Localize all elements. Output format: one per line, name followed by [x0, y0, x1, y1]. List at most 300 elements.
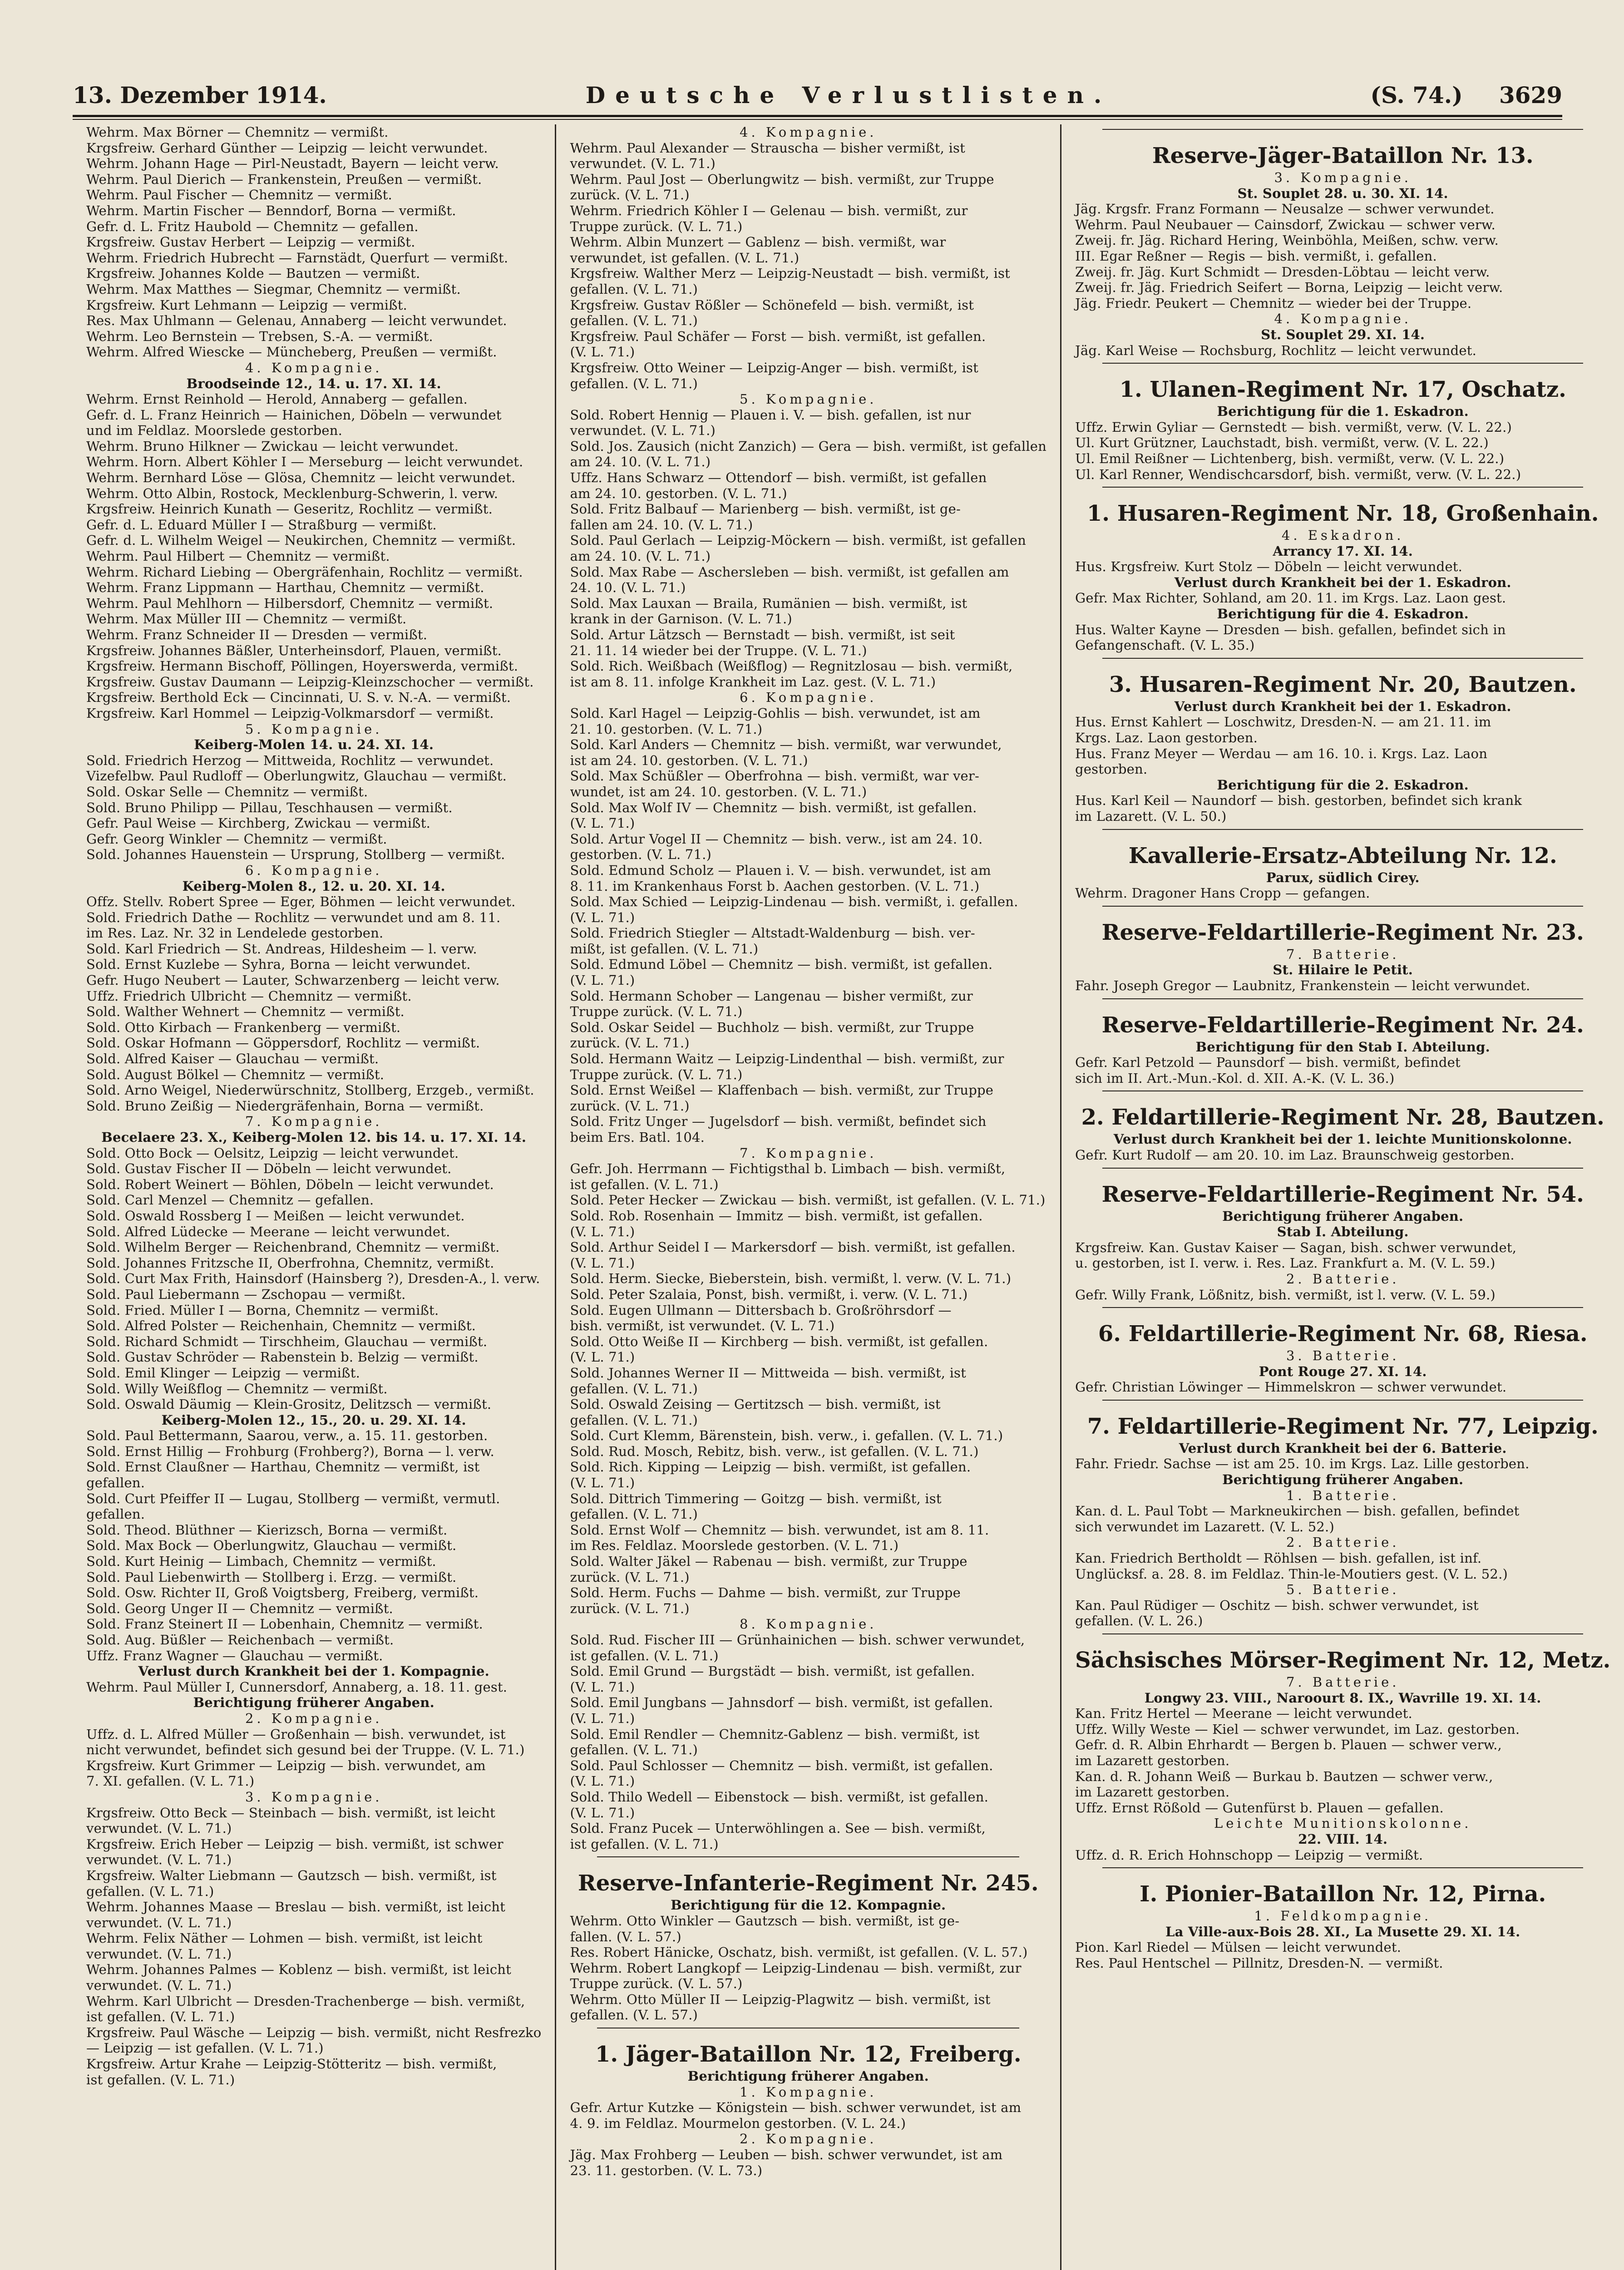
casualty-entry: ist gefallen. (V. L. 71.) — [86, 2009, 235, 2025]
casualty-entry: Sold. Richard Schmidt — Tirschheim, Glauchau — vermißt. — [86, 1333, 488, 1349]
casualty-entry: Krgsfreiw. Gerhard Günther — Leipzig — leicht verwundet. — [86, 140, 488, 156]
casualty-entry: sich im II. Art.-Mun.-Kol. d. XII. A.-K. (V. L. 36.) — [1075, 1070, 1395, 1086]
casualty-entry: zurück. (V. L. 71.) — [570, 1569, 690, 1585]
casualty-entry: Truppe zurück. (V. L. 71.) — [570, 1004, 743, 1020]
unit-subheading: 8. Kompagnie. — [740, 1616, 877, 1632]
casualty-entry: Krgsfreiw. Gustav Daumann — Leipzig-Kleinzschocher — vermißt. — [86, 674, 534, 690]
casualty-entry: Gefr. Joh. Herrmann — Fichtigsthal b. Limbach — bish. vermißt, — [570, 1161, 1006, 1177]
casualty-entry: Krgsfreiw. Paul Wäsche — Leipzig — bish. vermißt, nicht Resfrezko — [86, 2024, 542, 2040]
casualty-entry: Sold. Herm. Fuchs — Dahme — bish. vermißt, zur Truppe — [570, 1585, 961, 1601]
header-rule — [73, 119, 1562, 120]
notice-heading: Berichtigung für die 1. Eskadron. — [1217, 404, 1469, 419]
section-rule — [1102, 487, 1583, 488]
casualty-entry: gefallen. (V. L. 71.) — [570, 1381, 698, 1397]
casualty-entry: Wehrm. Bruno Hilkner — Zwickau — leicht verwundet. — [86, 438, 459, 454]
casualty-entry: Sold. Bruno Philipp — Pillau, Teschhausen — vermißt. — [86, 799, 453, 815]
casualty-entry: gefallen. (V. L. 71.) — [570, 1506, 698, 1522]
casualty-entry: Uffz. Hans Schwarz — Ottendorf — bish. vermißt, ist gefallen — [570, 470, 987, 486]
casualty-entry: Truppe zurück. (V. L. 57.) — [570, 1976, 743, 1992]
casualty-entry: Sold. Max Lauxan — Braila, Rumänien — bish. vermißt, ist — [570, 595, 967, 611]
casualty-entry: Sold. Ernst Wolf — Chemnitz — bish. verwundet, ist am 8. 11. — [570, 1522, 989, 1538]
casualty-entry: Sold. Oswald Zeising — Gertitzsch — bish. vermißt, ist — [570, 1397, 941, 1412]
notice-heading: Berichtigung früherer Angaben. — [1222, 1472, 1464, 1488]
casualty-entry: (V. L. 71.) — [570, 1475, 635, 1491]
casualty-entry: Gefr. Hugo Neubert — Lauter, Schwarzenberg — leicht verw. — [86, 972, 500, 988]
unit-subheading: 4. Kompagnie. — [740, 124, 877, 140]
issue-date: 13. Dezember 1914. — [73, 82, 327, 109]
casualty-entry: Krgsfreiw. Artur Krahe — Leipzig-Stötteritz — bish. vermißt, — [86, 2056, 497, 2072]
casualty-entry: (V. L. 71.) — [570, 815, 635, 831]
place-date-heading: Arrancy 17. XI. 14. — [1273, 543, 1413, 559]
casualty-entry: im Lazarett. (V. L. 50.) — [1075, 809, 1227, 824]
notice-heading: Berichtigung für die 2. Eskadron. — [1217, 777, 1469, 793]
casualty-entry: gefallen. (V. L. 71.) — [570, 1742, 698, 1758]
column-right — [1060, 124, 1624, 2270]
casualty-entry: Kan. d. R. Johann Weiß — Burkau b. Bautzen — schwer verw., — [1075, 1768, 1493, 1784]
casualty-entry: Truppe zurück. (V. L. 71.) — [570, 218, 743, 234]
casualty-entry: Sold. Oswald Däumig — Klein-Grositz, Delitzsch — vermißt. — [86, 1397, 492, 1412]
casualty-entry: Sold. Dittrich Timmering — Goitzg — bish. vermißt, ist — [570, 1490, 942, 1506]
casualty-entry: Krgsfreiw. Gustav Herbert — Leipzig — vermißt. — [86, 234, 415, 250]
publication-title: Deutsche Verlustlisten. — [585, 82, 1112, 109]
casualty-entry: Wehrm. Otto Albin, Rostock, Mecklenburg-Schwerin, l. verw. — [86, 485, 499, 501]
regiment-heading: Reserve-Jäger-Bataillon Nr. 13. — [1152, 143, 1534, 168]
casualty-entry: verwundet. (V. L. 71.) — [86, 1978, 232, 1994]
casualty-entry: Sold. Kurt Heinig — Limbach, Chemnitz — vermißt. — [86, 1554, 436, 1569]
casualty-entry: Sold. Aug. Büßler — Reichenbach — vermißt. — [86, 1632, 394, 1648]
casualty-entry: Krgsfreiw. Karl Hommel — Leipzig-Volkmarsdorf — vermißt. — [86, 705, 494, 721]
casualty-entry: Sold. Karl Hagel — Leipzig-Gohlis — bish. verwundet, ist am — [570, 705, 981, 721]
casualty-entry: Sold. Max Schüßler — Oberfrohna — bish. vermißt, war ver- — [570, 768, 979, 784]
place-date-heading: Keiberg-Molen 8., 12. u. 20. XI. 14. — [182, 878, 445, 894]
regiment-heading: Sächsisches Mörser-Regiment Nr. 12, Metz. — [1075, 1648, 1611, 1673]
casualty-entry: Wehrm. Paul Müller I, Cunnersdorf, Annaberg, a. 18. 11. gest. — [86, 1679, 508, 1695]
casualty-entry: u. gestorben, ist I. verw. i. Res. Laz. Frankfurt a. M. (V. L. 59.) — [1075, 1255, 1496, 1271]
unit-subheading: 7. Kompagnie. — [740, 1145, 877, 1161]
casualty-entry: Kan. Fritz Hertel — Meerane — leicht verwundet. — [1075, 1706, 1412, 1722]
casualty-entry: Hus. Karl Keil — Naundorf — bish. gestorben, befindet sich krank — [1075, 793, 1522, 809]
unit-subheading: 4. Kompagnie. — [1274, 311, 1412, 327]
casualty-entry: (V. L. 71.) — [570, 1773, 635, 1789]
casualty-entry: 24. 10. (V. L. 71.) — [570, 580, 686, 596]
casualty-entry: Sold. Alfred Kaiser — Glauchau — vermißt. — [86, 1051, 379, 1067]
unit-subheading: 5. Kompagnie. — [245, 721, 383, 737]
notice-heading: Berichtigung für die 4. Eskadron. — [1217, 606, 1469, 622]
casualty-entry: Gefr. d. L. Wilhelm Weigel — Neukirchen, Chemnitz — vermißt. — [86, 533, 516, 548]
casualty-entry: Sold. Herm. Siecke, Bieberstein, bish. vermißt, l. verw. (V. L. 71.) — [570, 1271, 1012, 1287]
casualty-entry: wundet, ist am 24. 10. gestorben. (V. L. 71.) — [570, 784, 867, 799]
casualty-entry: Sold. Friedrich Dathe — Rochlitz — verwundet und am 8. 11. — [86, 909, 501, 925]
casualty-entry: beim Ers. Batl. 104. — [570, 1130, 705, 1145]
casualty-entry: Uffz. Friedrich Ulbricht — Chemnitz — vermißt. — [86, 988, 412, 1004]
casualty-entry: Sold. Ernst Weißel — Klaffenbach — bish. vermißt, zur Truppe — [570, 1082, 994, 1098]
section-rule — [1102, 363, 1583, 364]
casualty-entry: Sold. Johannes Hauenstein — Ursprung, Stollberg — vermißt. — [86, 847, 505, 863]
casualty-entry: Sold. Emil Grund — Burgstädt — bish. vermißt, ist gefallen. — [570, 1663, 975, 1679]
section-rule — [1102, 1633, 1583, 1634]
casualty-entry: Krgsfreiw. Paul Schäfer — Forst — bish. vermißt, ist gefallen. — [570, 328, 986, 344]
casualty-entry: gefallen. (V. L. 71.) — [86, 1883, 214, 1899]
casualty-entry: Sold. Curt Max Frith, Hainsdorf (Hainsberg ?), Dresden-A., l. verw. — [86, 1271, 540, 1287]
casualty-entry: (V. L. 71.) — [570, 1255, 635, 1271]
casualty-entry: Sold. Max Wolf IV — Chemnitz — bish. vermißt, ist gefallen. — [570, 799, 977, 815]
section-rule — [597, 1856, 1019, 1857]
casualty-entry: Gefr. d. R. Albin Ehrhardt — Bergen b. Plauen — schwer verw., — [1075, 1737, 1502, 1753]
casualty-entry: Fahr. Joseph Gregor — Laubnitz, Frankenstein — leicht verwundet. — [1075, 977, 1530, 993]
notice-heading: Berichtigung früherer Angaben. — [687, 2068, 929, 2084]
casualty-entry: Gefangenschaft. (V. L. 35.) — [1075, 637, 1255, 653]
column-left — [73, 124, 555, 2270]
casualty-entry: Wehrm. Max Börner — Chemnitz — vermißt. — [86, 124, 389, 140]
unit-subheading: 5. Batterie. — [1286, 1582, 1400, 1598]
casualty-entry: Gefr. Paul Weise — Kirchberg, Zwickau — vermißt. — [86, 815, 431, 831]
casualty-entry: im Lazarett gestorben. — [1075, 1752, 1230, 1768]
casualty-entry: Gefr. Karl Petzold — Paunsdorf — bish. vermißt, befindet — [1075, 1055, 1461, 1071]
casualty-entry: Gefr. Artur Kutzke — Königstein — bish. schwer verwundet, ist am — [570, 2100, 1022, 2116]
casualty-entry: Ul. Kurt Grützner, Lauchstadt, bish. vermißt, verw. (V. L. 22.) — [1075, 435, 1489, 451]
casualty-entry: Sold. Eugen Ullmann — Dittersbach b. Großröhrsdorf — — [570, 1302, 952, 1318]
casualty-entry: Sold. Hermann Schober — Langenau — bisher vermißt, zur — [570, 988, 973, 1004]
section-rule — [1102, 1307, 1583, 1308]
casualty-entry: gefallen. — [86, 1506, 145, 1522]
casualty-entry: Sold. Edmund Löbel — Chemnitz — bish. vermißt, ist gefallen. — [570, 957, 993, 972]
unit-subheading: 7. Batterie. — [1286, 1674, 1400, 1690]
columns — [73, 124, 1611, 2270]
casualty-entry: Sold. Hermann Waitz — Leipzig-Lindenthal — bish. vermißt, zur — [570, 1051, 1004, 1067]
place-date-heading: Parux, südlich Cirey. — [1266, 869, 1420, 885]
place-date-heading: 22. VIII. 14. — [1298, 1831, 1388, 1847]
casualty-entry: Sold. Emil Rendler — Chemnitz-Gablenz — bish. vermißt, ist — [570, 1726, 980, 1742]
casualty-entry: Vizefelbw. Paul Rudloff — Oberlungwitz, Glauchau — vermißt. — [86, 768, 507, 784]
casualty-entry: Krgsfreiw. Johannes Bäßler, Unterheinsdorf, Plauen, vermißt. — [86, 642, 502, 658]
unit-subheading: 7. Kompagnie. — [245, 1114, 383, 1130]
casualty-entry: Sold. Ernst Hillig — Frohburg (Frohberg?), Borna — l. verw. — [86, 1443, 494, 1459]
casualty-entry: Sold. Wilhelm Berger — Reichenbrand, Chemnitz — vermißt. — [86, 1239, 500, 1255]
casualty-entry: zurück. (V. L. 71.) — [570, 1600, 690, 1616]
unit-subheading: 3. Batterie. — [1286, 1348, 1400, 1364]
casualty-entry: verwundet, ist gefallen. (V. L. 71.) — [570, 250, 800, 266]
place-date-heading: Longwy 23. VIII., Naroourt 8. IX., Wavrille 19. XI. 14. — [1144, 1690, 1541, 1706]
casualty-entry: (V. L. 71.) — [570, 1710, 635, 1726]
casualty-entry: fallen am 24. 10. (V. L. 71.) — [570, 517, 753, 533]
regiment-heading: Reserve-Feldartillerie-Regiment Nr. 54. — [1101, 1181, 1584, 1207]
casualty-entry: am 24. 10. gestorben. (V. L. 71.) — [570, 485, 787, 501]
casualty-entry: Sold. Oskar Hofmann — Göppersdorf, Rochlitz — vermißt. — [86, 1035, 480, 1051]
notice-heading: Berichtigung für die 12. Kompagnie. — [671, 1897, 946, 1913]
unit-subheading: 6. Kompagnie. — [740, 690, 877, 706]
regiment-heading: Reserve-Feldartillerie-Regiment Nr. 23. — [1101, 919, 1584, 945]
casualty-entry: Wehrm. Horn. Albert Köhler I — Merseburg — leicht verwundet. — [86, 454, 523, 470]
regiment-heading: Kavallerie-Ersatz-Abteilung Nr. 12. — [1128, 843, 1557, 869]
casualty-entry: Sold. Artur Vogel II — Chemnitz — bish. verw., ist am 24. 10. — [570, 831, 983, 847]
casualty-entry: Krgsfreiw. Otto Beck — Steinbach — bish. vermißt, ist leicht — [86, 1805, 495, 1821]
casualty-entry: Res. Paul Hentschel — Pillnitz, Dresden-N. — vermißt. — [1075, 1955, 1443, 1971]
casualty-entry: Krgsfreiw. Hermann Bischoff, Pöllingen, Hoyerswerda, vermißt. — [86, 658, 518, 674]
casualty-entry: Sold. Paul Liebermann — Zschopau — vermißt. — [86, 1286, 406, 1302]
casualty-entry: Wehrm. Bernhard Löse — Glösa, Chemnitz — leicht verwundet. — [86, 470, 516, 486]
casualty-entry: Wehrm. Paul Hilbert — Chemnitz — vermißt. — [86, 548, 390, 564]
section-rule — [1102, 1867, 1583, 1868]
regiment-heading: I. Pionier-Bataillon Nr. 12, Pirna. — [1140, 1881, 1546, 1907]
casualty-entry: verwundet. (V. L. 71.) — [570, 156, 716, 172]
regiment-heading: Reserve-Feldartillerie-Regiment Nr. 24. — [1101, 1012, 1584, 1038]
casualty-entry: bish. vermißt, ist verwundet. (V. L. 71.) — [570, 1318, 835, 1334]
casualty-entry: Gefr. Christian Löwinger — Himmelskron — schwer verwundet. — [1075, 1379, 1507, 1395]
casualty-entry: Sold. Otto Kirbach — Frankenberg — vermißt. — [86, 1019, 401, 1035]
casualty-entry: Uffz. d. L. Alfred Müller — Großenhain — bish. verwundet, ist — [86, 1726, 506, 1742]
casualty-entry: III. Egar Reßner — Regis — bish. vermißt, i. gefallen. — [1075, 248, 1437, 264]
casualty-entry: zurück. (V. L. 71.) — [570, 1098, 690, 1114]
casualty-entry: Sold. Johannes Fritzsche II, Oberfrohna, Chemnitz, vermißt. — [86, 1255, 494, 1271]
casualty-entry: Wehrm. Paul Dierich — Frankenstein, Preußen — vermißt. — [86, 171, 482, 187]
casualty-entry: Sold. Karl Friedrich — St. Andreas, Hildesheim — l. verw. — [86, 941, 477, 957]
casualty-entry: Sold. Curt Pfeiffer II — Lugau, Stollberg — vermißt, vermutl. — [86, 1490, 500, 1506]
unit-subheading: Leichte Munitionskolonne. — [1214, 1816, 1472, 1831]
unit-subheading: 4. Kompagnie. — [245, 360, 383, 375]
casualty-entry: Sold. Alfred Polster — Reichenhain, Chemnitz — vermißt. — [86, 1318, 476, 1334]
casualty-entry: Wehrm. Franz Lippmann — Harthau, Chemnitz — vermißt. — [86, 580, 484, 596]
section-rule — [1102, 658, 1583, 659]
regiment-heading: 2. Feldartillerie-Regiment Nr. 28, Bautzen. — [1081, 1105, 1604, 1130]
casualty-entry: Sold. Osw. Richter II, Groß Voigtsberg, Freiberg, vermißt. — [86, 1585, 479, 1601]
casualty-entry: Sold. Rob. Rosenhain — Immitz — bish. vermißt, ist gefallen. — [570, 1208, 983, 1224]
notice-heading: Berichtigung für den Stab I. Abteilung. — [1195, 1039, 1490, 1055]
casualty-entry: Sold. Curt Klemm, Bärenstein, bish. verw., i. gefallen. (V. L. 71.) — [570, 1428, 1003, 1444]
casualty-entry: Sold. Willy Weißflog — Chemnitz — vermißt. — [86, 1381, 388, 1397]
casualty-entry: Uffz. Franz Wagner — Glauchau — vermißt. — [86, 1648, 383, 1663]
casualty-entry: Sold. Ernst Kuzlebe — Syhra, Borna — leicht verwundet. — [86, 957, 471, 972]
casualty-entry: Uffz. Erwin Gyliar — Gernstedt — bish. vermißt, verw. (V. L. 22.) — [1075, 419, 1512, 435]
casualty-entry: (V. L. 71.) — [570, 1679, 635, 1695]
casualty-entry: ist am 24. 10. gestorben. (V. L. 71.) — [570, 752, 808, 768]
casualty-entry: Sold. Franz Steinert II — Lobenhain, Chemnitz — vermißt. — [86, 1616, 483, 1632]
casualty-entry: gefallen. — [86, 1475, 145, 1491]
casualty-entry: (V. L. 71.) — [570, 1224, 635, 1239]
casualty-entry: Wehrm. Ernst Reinhold — Herold, Annaberg — gefallen. — [86, 391, 468, 407]
section-rule — [1102, 1168, 1583, 1169]
casualty-entry: Res. Max Uhlmann — Gelenau, Annaberg — leicht verwundet. — [86, 313, 507, 329]
casualty-entry: Wehrm. Robert Langkopf — Leipzig-Lindenau — bish. vermißt, zur — [570, 1960, 1022, 1976]
unit-subheading: 7. Batterie. — [1286, 946, 1400, 962]
casualty-entry: gestorben. (V. L. 71.) — [570, 847, 712, 863]
issue-number: (S. 74.) — [1370, 82, 1463, 109]
casualty-entry: Sold. Paul Gerlach — Leipzig-Möckern — bish. vermißt, ist gefallen — [570, 533, 1026, 548]
casualty-entry: 4. 9. im Feldlaz. Mourmelon gestorben. (V. L. 24.) — [570, 2115, 906, 2131]
casualty-entry: Hus. Walter Kayne — Dresden — bish. gefallen, befindet sich in — [1075, 622, 1506, 637]
casualty-entry: 8. 11. im Krankenhaus Forst b. Aachen gestorben. (V. L. 71.) — [570, 878, 980, 894]
casualty-entry: Wehrm. Friedrich Hubrecht — Farnstädt, Querfurt — vermißt. — [86, 250, 508, 266]
casualty-entry: Sold. Alfred Lüdecke — Meerane — leicht verwundet. — [86, 1224, 450, 1239]
casualty-entry: gefallen. (V. L. 71.) — [570, 281, 698, 297]
notice-heading: Verlust durch Krankheit bei der 6. Batterie. — [1179, 1440, 1507, 1456]
casualty-entry: Wehrm. Johann Hage — Pirl-Neustadt, Bayern — leicht verw. — [86, 156, 499, 172]
casualty-entry: Gefr. d. L. Fritz Haubold — Chemnitz — gefallen. — [86, 218, 419, 234]
casualty-entry: Krgsfreiw. Kan. Gustav Kaiser — Sagan, bish. schwer verwundet, — [1075, 1239, 1517, 1255]
casualty-entry: Uffz. d. R. Erich Hohnschopp — Leipzig — vermißt. — [1075, 1847, 1423, 1863]
regiment-heading: 7. Feldartillerie-Regiment Nr. 77, Leipzig. — [1087, 1413, 1599, 1439]
casualty-entry: im Lazarett gestorben. — [1075, 1784, 1230, 1800]
casualty-entry: gefallen. (V. L. 71.) — [570, 1412, 698, 1428]
casualty-entry: gestorben. — [1075, 761, 1148, 777]
casualty-entry: Sold. Fritz Balbauf — Marienberg — bish. vermißt, ist ge- — [570, 501, 961, 517]
section-rule — [1102, 906, 1583, 907]
casualty-entry: gefallen. (V. L. 57.) — [570, 2007, 698, 2023]
casualty-entry: Sold. Franz Pucek — Unterwöhlingen a. See — bish. vermißt, — [570, 1821, 986, 1836]
casualty-entry: Sold. Edmund Scholz — Plauen i. V. — bish. verwundet, ist am — [570, 862, 991, 878]
casualty-entry: Truppe zurück. (V. L. 71.) — [570, 1066, 743, 1082]
place-date-heading: Keiberg-Molen 14. u. 24. XI. 14. — [194, 737, 434, 753]
casualty-entry: am 24. 10. (V. L. 71.) — [570, 548, 711, 564]
casualty-entry: gefallen. (V. L. 71.) — [570, 375, 698, 391]
casualty-entry: Jäg. Max Frohberg — Leuben — bish. schwer verwundet, ist am — [570, 2147, 1003, 2163]
casualty-entry: ist gefallen. (V. L. 71.) — [86, 2072, 235, 2087]
casualty-entry: nicht verwundet, befindet sich gesund bei der Truppe. (V. L. 71.) — [86, 1742, 525, 1758]
casualty-entry: Sold. Peter Szalaia, Ponst, bish. vermißt, i. verw. (V. L. 71.) — [570, 1286, 968, 1302]
casualty-entry: Sold. Max Rabe — Aschersleben — bish. vermißt, ist gefallen am — [570, 564, 1009, 580]
casualty-entry: Zweij. fr. Jäg. Kurt Schmidt — Dresden-Löbtau — leicht verw. — [1075, 264, 1490, 280]
regiment-heading: 1. Ulanen-Regiment Nr. 17, Oschatz. — [1119, 377, 1566, 403]
casualty-entry: Krgs. Laz. Laon gestorben. — [1075, 730, 1258, 746]
casualty-entry: Sold. Oskar Selle — Chemnitz — vermißt. — [86, 784, 368, 799]
casualty-entry: Sold. Otto Weiße II — Kirchberg — bish. vermißt, ist gefallen. — [570, 1333, 988, 1349]
casualty-entry: am 24. 10. (V. L. 71.) — [570, 454, 711, 470]
casualty-entry: 7. XI. gefallen. (V. L. 71.) — [86, 1773, 255, 1789]
casualty-entry: ist gefallen. (V. L. 71.) — [570, 1836, 719, 1852]
unit-subheading: 6. Kompagnie. — [245, 862, 383, 878]
casualty-entry: Krgsfreiw. Walter Liebmann — Gautzsch — bish. vermißt, ist — [86, 1867, 497, 1883]
casualty-entry: Ul. Karl Renner, Wendischcarsdorf, bish. vermißt, verw. (V. L. 22.) — [1075, 466, 1521, 482]
casualty-entry: mißt, ist gefallen. (V. L. 71.) — [570, 941, 759, 957]
casualty-entry: Kan. Friedrich Bertholdt — Röhlsen — bish. gefallen, ist inf. — [1075, 1550, 1482, 1566]
casualty-entry: Pion. Karl Riedel — Mülsen — leicht verwundet. — [1075, 1939, 1402, 1955]
place-date-heading: St. Souplet 29. XI. 14. — [1261, 326, 1425, 342]
column-middle — [555, 124, 1060, 2270]
casualty-entry: Sold. Max Schied — Leipzig-Lindenau — bish. vermißt, i. gefallen. — [570, 894, 1018, 910]
casualty-entry: krank in der Garnison. (V. L. 71.) — [570, 611, 792, 627]
section-rule — [1102, 998, 1583, 999]
casualty-entry: Sold. Ernst Claußner — Harthau, Chemnitz — vermißt, ist — [86, 1459, 480, 1475]
casualty-entry: Uffz. Willy Weste — Kiel — schwer verwundet, im Laz. gestorben. — [1075, 1721, 1520, 1737]
unit-subheading: 2. Batterie. — [1286, 1271, 1400, 1287]
casualty-entry: Sold. Thilo Wedell — Eibenstock — bish. vermißt, ist gefallen. — [570, 1789, 988, 1805]
casualty-entry: verwundet. (V. L. 71.) — [570, 423, 716, 439]
casualty-entry: Sold. Paul Bettermann, Saarou, verw., a. 15. 11. gestorben. — [86, 1428, 488, 1444]
casualty-entry: Krgsfreiw. Heinrich Kunath — Geseritz, Rochlitz — vermißt. — [86, 501, 493, 517]
casualty-entry: 21. 10. gestorben. (V. L. 71.) — [570, 721, 763, 737]
regiment-heading: 1. Jäger-Bataillon Nr. 12, Freiberg. — [595, 2042, 1022, 2068]
casualty-entry: Wehrm. Paul Mehlhorn — Hilbersdorf, Chemnitz — vermißt. — [86, 595, 494, 611]
casualty-entry: verwundet. (V. L. 71.) — [86, 1946, 232, 1962]
casualty-entry: Sold. Rich. Kipping — Leipzig — bish. vermißt, ist gefallen. — [570, 1459, 971, 1475]
casualty-entry: Wehrm. Alfred Wiescke — Müncheberg, Preußen — vermißt. — [86, 344, 497, 360]
casualty-entry: ist gefallen. (V. L. 71.) — [570, 1176, 719, 1192]
notice-heading: Verlust durch Krankheit bei der 1. leichte Munitionskolonne. — [1113, 1131, 1572, 1147]
casualty-entry: Wehrm. Paul Jost — Oberlungwitz — bish. vermißt, zur Truppe — [570, 171, 994, 187]
casualty-entry: Sold. Fritz Unger — Jugelsdorf — bish. vermißt, befindet sich — [570, 1114, 987, 1130]
casualty-entry: Hus. Ernst Kahlert — Loschwitz, Dresden-N. — am 21. 11. im — [1075, 714, 1491, 730]
notice-heading: Verlust durch Krankheit bei der 1. Eskadron. — [1174, 698, 1511, 714]
casualty-entry: Sold. Karl Anders — Chemnitz — bish. vermißt, war verwundet, — [570, 737, 1002, 753]
regiment-heading: 6. Feldartillerie-Regiment Nr. 68, Riesa. — [1098, 1321, 1588, 1347]
casualty-entry: zurück. (V. L. 71.) — [570, 187, 690, 203]
casualty-entry: Sold. Johannes Werner II — Mittweida — bish. vermißt, ist — [570, 1365, 966, 1381]
place-date-heading: Pont Rouge 27. XI. 14. — [1259, 1363, 1427, 1379]
section-rule — [1102, 129, 1583, 130]
place-date-heading: Keiberg-Molen 12., 15., 20. u. 29. XI. 14. — [161, 1412, 466, 1428]
casualty-entry: zurück. (V. L. 71.) — [570, 1035, 690, 1051]
casualty-entry: verwundet. (V. L. 71.) — [86, 1852, 232, 1868]
casualty-entry: Krgsfreiw. Kurt Lehmann — Leipzig — vermißt. — [86, 297, 407, 313]
section-rule — [1102, 1400, 1583, 1401]
unit-subheading: 1. Feldkompagnie. — [1254, 1908, 1432, 1924]
casualty-entry: Jäg. Karl Weise — Rochsburg, Rochlitz — leicht verwundet. — [1075, 342, 1477, 358]
casualty-entry: Sold. Peter Hecker — Zwickau — bish. vermißt, ist gefallen. (V. L. 71.) — [570, 1192, 1046, 1208]
casualty-entry: verwundet. (V. L. 71.) — [86, 1915, 232, 1930]
unit-subheading: 3. Kompagnie. — [245, 1789, 383, 1805]
casualty-entry: Wehrm. Max Matthes — Siegmar, Chemnitz — vermißt. — [86, 281, 461, 297]
unit-subheading: 2. Kompagnie. — [245, 1710, 383, 1726]
casualty-entry: Sold. Oswald Rossberg I — Meißen — leicht verwundet. — [86, 1208, 465, 1224]
casualty-entry: Wehrm. Otto Winkler — Gautzsch — bish. vermißt, ist ge- — [570, 1913, 960, 1929]
casualty-entry: Zweij. fr. Jäg. Friedrich Seifert — Borna, Leipzig — leicht verw. — [1075, 280, 1503, 296]
regiment-heading: Reserve-Infanterie-Regiment Nr. 245. — [578, 1870, 1039, 1896]
casualty-entry: Wehrm. Felix Näther — Lohmen — bish. vermißt, ist leicht — [86, 1930, 483, 1946]
casualty-entry: verwundet. (V. L. 71.) — [86, 1821, 232, 1836]
place-date-heading: Broodseinde 12., 14. u. 17. XI. 14. — [186, 375, 441, 391]
section-rule — [1102, 829, 1583, 830]
notice-heading: Berichtigung früherer Angaben. — [1222, 1208, 1464, 1224]
casualty-entry: Sold. Theod. Blüthner — Kierizsch, Borna — vermißt. — [86, 1522, 448, 1538]
casualty-entry: gefallen. (V. L. 26.) — [1075, 1613, 1203, 1629]
casualty-entry: Offz. Stellv. Robert Spree — Eger, Böhmen — leicht verwundet. — [86, 894, 516, 910]
casualty-entry: ist gefallen. (V. L. 71.) — [570, 1648, 719, 1663]
casualty-entry: Wehrm. Paul Neubauer — Cainsdorf, Zwickau — schwer verw. — [1075, 217, 1496, 232]
casualty-entry: Sold. Friedrich Stiegler — Altstadt-Waldenburg — bish. ver- — [570, 925, 975, 941]
unit-subheading: 2. Batterie. — [1286, 1535, 1400, 1550]
casualty-entry: Kan. Paul Rüdiger — Oschitz — bish. schwer verwundet, ist — [1075, 1597, 1479, 1613]
notice-heading: Berichtigung früherer Angaben. — [193, 1695, 434, 1711]
casualty-entry: (V. L. 71.) — [570, 909, 635, 925]
casualty-entry: Sold. Rich. Weißbach (Weißflog) — Regnitzlosau — bish. vermißt, — [570, 658, 1013, 674]
casualty-entry: Wehrm. Max Müller III — Chemnitz — vermißt. — [86, 611, 407, 627]
casualty-entry: Krgsfreiw. Otto Weiner — Leipzig-Anger — bish. vermißt, ist — [570, 360, 978, 375]
casualty-entry: Wehrm. Martin Fischer — Benndorf, Borna — vermißt. — [86, 202, 456, 218]
casualty-entry: Krgsfreiw. Johannes Kolde — Bautzen — vermißt. — [86, 266, 420, 281]
casualty-entry: Fahr. Friedr. Sachse — ist am 25. 10. im Krgs. Laz. Lille gestorben. — [1075, 1456, 1530, 1472]
casualty-entry: Sold. Jos. Zausich (nicht Zanzich) — Gera — bish. vermißt, ist gefallen — [570, 438, 1047, 454]
casualty-entry: Sold. Rud. Fischer III — Grünhainichen — bish. schwer verwundet, — [570, 1632, 1025, 1648]
casualty-entry: Uffz. Ernst Rößold — Gutenfürst b. Plauen — gefallen. — [1075, 1800, 1444, 1816]
casualty-entry: Krgsfreiw. Gustav Rößler — Schönefeld — bish. vermißt, ist — [570, 297, 974, 313]
casualty-entry: Jäg. Krgsfr. Franz Formann — Neusalze — schwer verwundet. — [1075, 201, 1495, 217]
casualty-entry: Gefr. d. L. Franz Heinrich — Hainichen, Döbeln — verwundet — [86, 407, 502, 423]
place-date-heading: Stab I. Abteilung. — [1277, 1224, 1409, 1240]
casualty-entry: Wehrm. Paul Fischer — Chemnitz — vermißt. — [86, 187, 392, 203]
casualty-entry: fallen. (V. L. 57.) — [570, 1929, 681, 1944]
casualty-entry: im Res. Feldlaz. Moorslede gestorben. (V. L. 71.) — [570, 1538, 899, 1554]
casualty-entry: Sold. August Bölkel — Chemnitz — vermißt. — [86, 1066, 385, 1082]
casualty-entry: Wehrm. Dragoner Hans Cropp — gefangen. — [1075, 885, 1370, 901]
page-header — [73, 82, 1562, 117]
casualty-entry: Wehrm. Richard Liebing — Obergräfenhain, Rochlitz — vermißt. — [86, 564, 523, 580]
casualty-entry: Sold. Friedrich Herzog — Mittweida, Rochlitz — verwundet. — [86, 752, 494, 768]
casualty-entry: ist am 8. 11. infolge Krankheit im Laz. gest. (V. L. 71.) — [570, 674, 936, 690]
casualty-entry: Sold. Walther Wehnert — Chemnitz — vermißt. — [86, 1004, 405, 1020]
unit-subheading: 2. Kompagnie. — [740, 2131, 877, 2147]
casualty-entry: Jäg. Friedr. Peukert — Chemnitz — wieder bei der Truppe. — [1075, 295, 1472, 311]
casualty-entry: Sold. Gustav Fischer II — Döbeln — leicht verwundet. — [86, 1161, 452, 1177]
casualty-entry: Krgsfreiw. Erich Heber — Leipzig — bish. vermißt, ist schwer — [86, 1836, 503, 1852]
